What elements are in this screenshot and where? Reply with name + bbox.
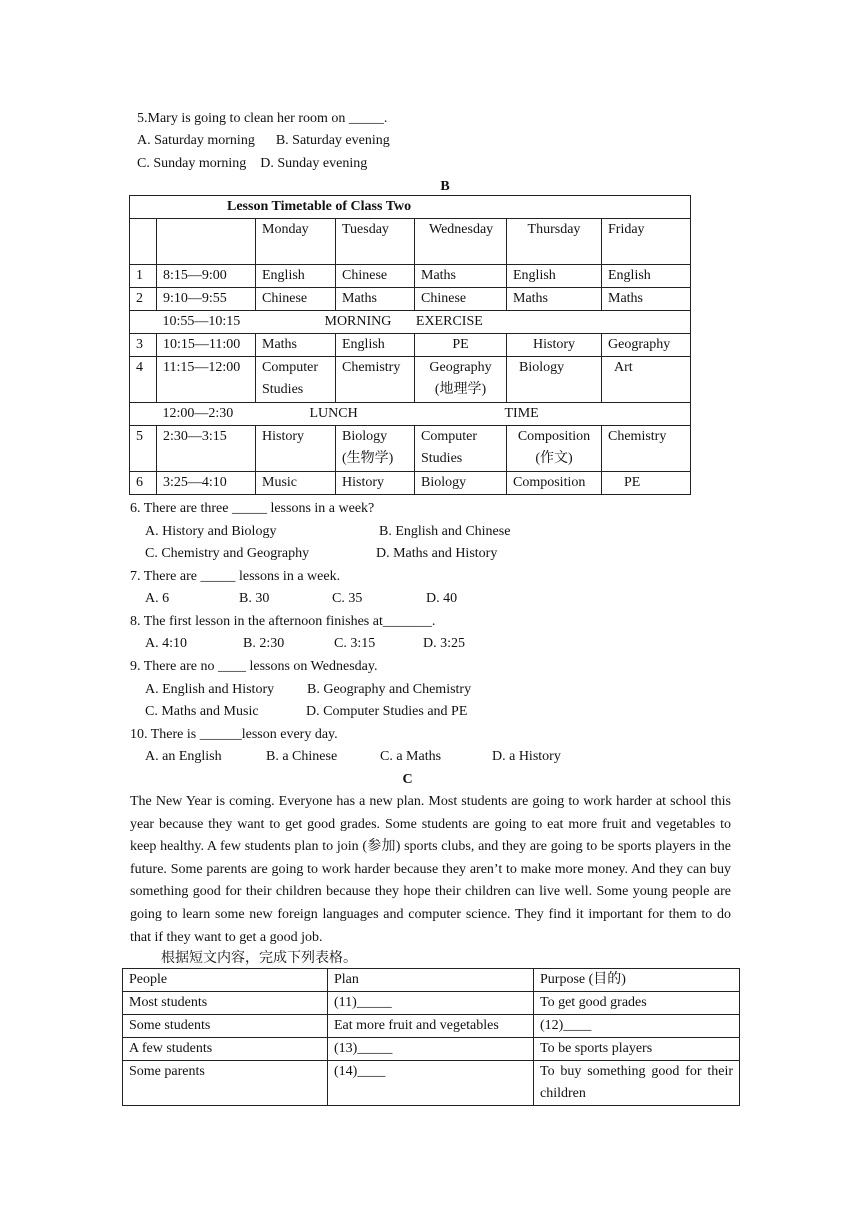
lesson-cell: Geography [602,334,691,357]
period-time: 3:25—4:10 [157,472,256,495]
plan-table-cell: To be sports players [534,1038,740,1061]
timetable-header-day: Monday [256,219,336,265]
period-time: 11:15—12:00 [157,357,256,403]
plan-table-cell: To get good grades [534,992,740,1015]
plan-table-cell: (13)_____ [328,1038,534,1061]
period-time: 2:30—3:15 [157,426,256,472]
lesson-cell: Maths [336,288,415,311]
lesson-cell: Chemistry [336,357,415,403]
lesson-cell: English [507,265,602,288]
plan-table-cell: (11)_____ [328,992,534,1015]
plan-table-cell: Most students [123,992,328,1015]
question-9: 9. There are no ____ lessons on Wednesday. [130,659,378,674]
period-number [130,403,157,426]
option: A. 4:10 [145,636,187,651]
option: C. Chemistry and Geography [145,546,310,561]
timetable [129,195,691,495]
break-label: TIME [415,403,691,426]
lesson-cell: Composition (作文) [507,426,602,472]
lesson-cell: Biology (生物学) [336,426,415,472]
lesson-cell: Composition [507,472,602,495]
option: B. English and Chinese [379,524,511,539]
option: D. Maths and History [376,546,498,561]
option: B. a Chinese [266,749,338,764]
plan-table-cell: A few students [123,1038,328,1061]
period-number: 1 [130,265,157,288]
period-time: 9:10—9:55 [157,288,256,311]
period-time: 12:00—2:30 [157,403,256,426]
plan-table [122,968,740,1106]
lesson-cell: English [256,265,336,288]
lesson-cell: Maths [602,288,691,311]
option: C. 3:15 [334,636,376,651]
timetable-title: Lesson Timetable of Class Two [130,196,691,219]
lesson-cell: History [256,426,336,472]
period-number [130,311,157,334]
break-label: MORNING EXERCISE [256,311,691,334]
plan-table-cell: (14)____ [328,1061,534,1106]
plan-table-header: Plan [328,969,534,992]
option: C. Maths and Music [145,704,259,719]
lesson-cell: Chinese [256,288,336,311]
option: D. a History [492,749,561,764]
lesson-cell: Maths [415,265,507,288]
option: A. History and Biology [145,524,277,539]
lesson-cell: Music [256,472,336,495]
lesson-cell: History [336,472,415,495]
lesson-cell: English [602,265,691,288]
period-number: 5 [130,426,157,472]
lesson-cell: Maths [256,334,336,357]
lesson-cell: Geography (地理学) [415,357,507,403]
period-number: 2 [130,288,157,311]
plan-table-header: Purpose (目的) [534,969,740,992]
option: B. 2:30 [243,636,285,651]
plan-table-cell: (12)____ [534,1015,740,1038]
period-number: 6 [130,472,157,495]
section-b-heading: B [440,179,450,194]
period-number: 3 [130,334,157,357]
lesson-cell: Biology [507,357,602,403]
lesson-cell: PE [415,334,507,357]
timetable-header-day: Thursday [507,219,602,265]
break-label: LUNCH [256,403,415,426]
option: B. 30 [239,591,270,606]
period-time: 10:15—11:00 [157,334,256,357]
option: D. 3:25 [423,636,465,651]
lesson-cell: Computer Studies [415,426,507,472]
plan-table-cell: Some parents [123,1061,328,1106]
period-number: 4 [130,357,157,403]
section-c-heading: C [402,772,413,787]
question-5: 5.Mary is going to clean her room on _____. [137,111,388,126]
question-8: 8. The first lesson in the afternoon finishes at_______. [130,614,436,629]
question-7: 7. There are _____ lessons in a week. [130,569,341,584]
table-instruction: 根据短文内容，完成下列表格。 [161,951,357,966]
lesson-cell: Maths [507,288,602,311]
lesson-cell: History [507,334,602,357]
option: D. 40 [426,591,458,606]
option: D. Computer Studies and PE [306,704,468,719]
timetable-header-day: Friday [602,219,691,265]
timetable-header-num [130,219,157,265]
plan-table-header: People [123,969,328,992]
plan-table-cell: Eat more fruit and vegetables [328,1015,534,1038]
lesson-cell: PE [602,472,691,495]
question-10: 10. There is ______lesson every day. [130,727,338,742]
option: A. an English [145,749,222,764]
option: A. 6 [145,591,170,606]
question-5-options-cd: C. Sunday morning D. Sunday evening [137,156,368,171]
option: C. 35 [332,591,363,606]
option: A. English and History [145,682,275,697]
question-6: 6. There are three _____ lessons in a week? [130,501,375,516]
period-time: 8:15—9:00 [157,265,256,288]
timetable-header-day: Wednesday [415,219,507,265]
lesson-cell: Chemistry [602,426,691,472]
option: B. Geography and Chemistry [307,682,472,697]
lesson-cell: Chinese [415,288,507,311]
lesson-cell: Biology [415,472,507,495]
timetable-header-time [157,219,256,265]
option: C. a Maths [380,749,442,764]
question-5-options-ab: A. Saturday morning B. Saturday evening [137,133,390,148]
plan-table-cell: To buy something good for their children [534,1061,740,1106]
plan-table-cell: Some students [123,1015,328,1038]
lesson-cell: Chinese [336,265,415,288]
lesson-cell: Art [602,357,691,403]
reading-passage: The New Year is coming. Everyone has a new plan. Most students are going to work harder at school this year because they want to get good grades. Some students are going to eat more fruit and vegetables to keep healthy. A few students plan to join (参加) sports clubs, and they are going to be sports players in the future. Some parents are going to work harder because they aren’t to make more money. And they can buy something good for their children because they hope their children can live well. Some young people are going to learn some new foreign languages and computer science. They find it important for them to do that if they want to get a good job. [130,794,731,945]
lesson-cell: Computer Studies [256,357,336,403]
timetable-header-day: Tuesday [336,219,415,265]
period-time: 10:55—10:15 [157,311,256,334]
lesson-cell: English [336,334,415,357]
